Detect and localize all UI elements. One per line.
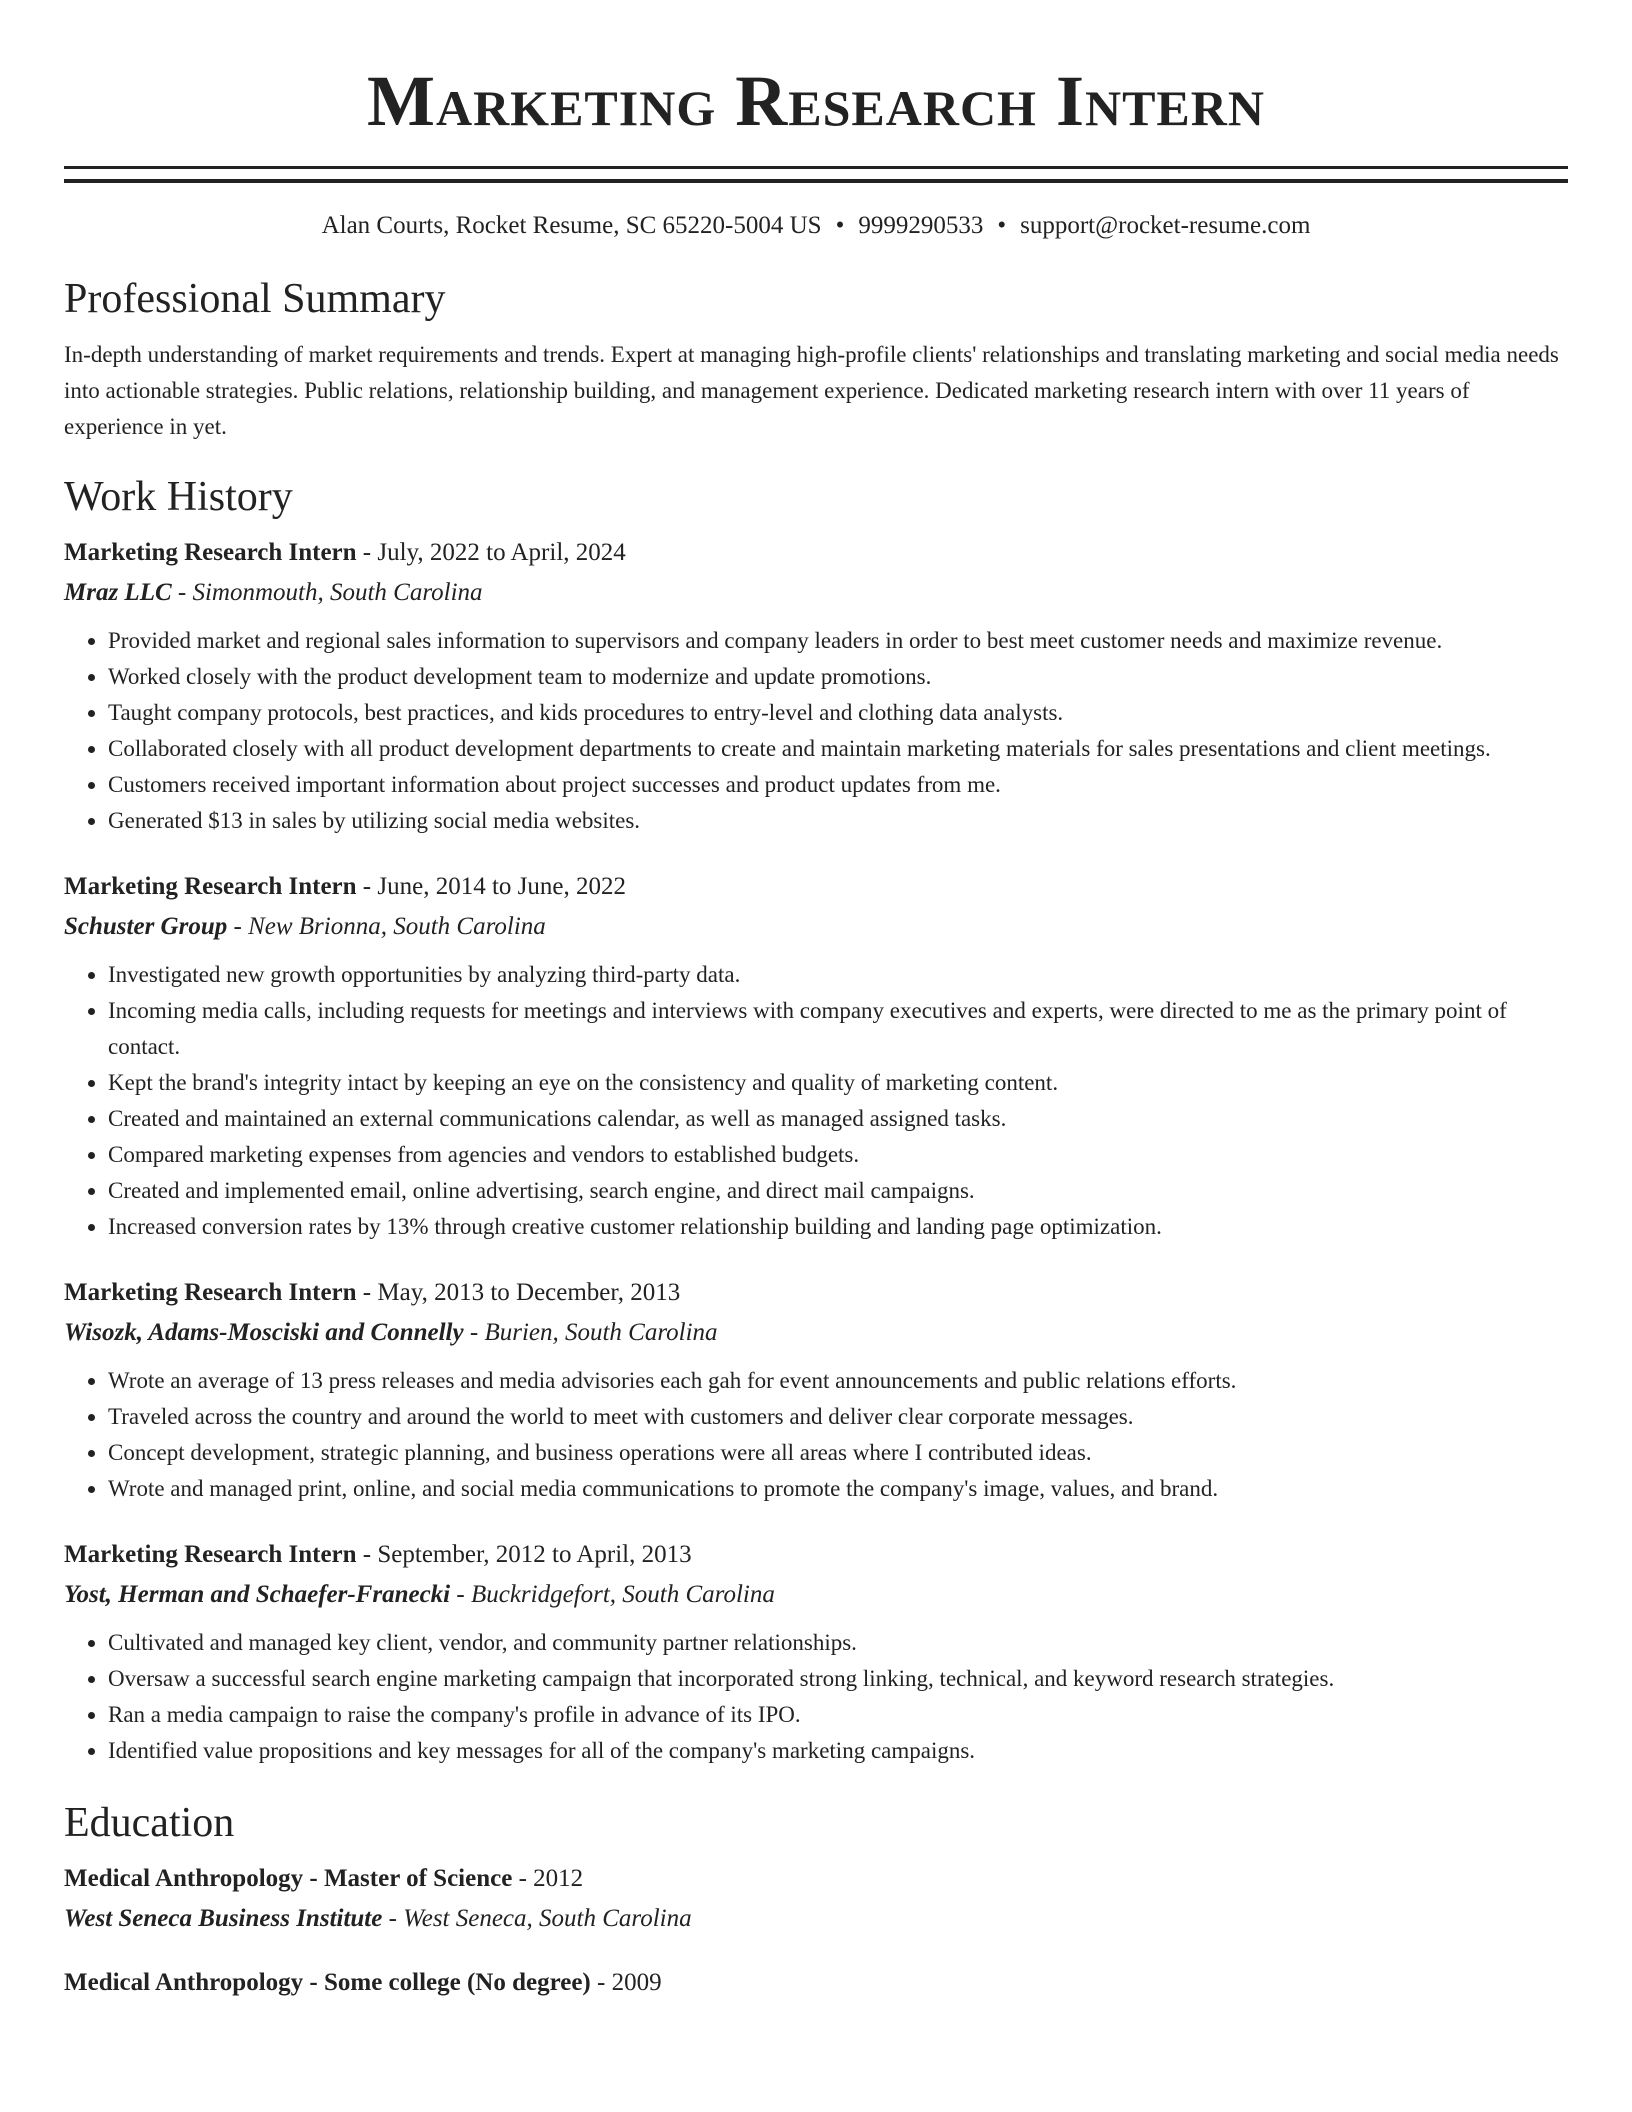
job-bullet: • Created and implemented email, online advertising, search engine, and direct mail campaigns. (108, 1173, 1568, 1209)
job-bullet: • Wrote and managed print, online, and social media communications to promote the company's image, values, and brand. (108, 1471, 1568, 1507)
summary-heading: Professional Summary (64, 276, 446, 322)
job-bullet-list (64, 1625, 1568, 1769)
education-location: West Seneca, South Carolina (403, 1905, 692, 1932)
job-company: Yost, Herman and Schaefer-Franecki (64, 1581, 451, 1608)
job-bullet: • Investigated new growth opportunities by analyzing third-party data. (108, 957, 1568, 993)
resume-page (64, 0, 1568, 2003)
title-double-rule (64, 166, 1568, 183)
job-title-line (64, 533, 1568, 573)
contact-line (64, 209, 1568, 243)
job-bullet: • Kept the brand's integrity intact by keeping an eye on the consistency and quality of marketing content. (108, 1065, 1568, 1101)
job-bullet: • Identified value propositions and key messages for all of the company's marketing campaigns. (108, 1733, 1568, 1769)
job-bullet: • Cultivated and managed key client, vendor, and community partner relationships. (108, 1625, 1568, 1661)
job-bullet: • Traveled across the country and around the world to meet with customers and deliver clear corporate messages. (108, 1399, 1568, 1435)
contact-address: Alan Courts, Rocket Resume, SC 65220-5004 US (321, 212, 822, 239)
job-company-line (64, 1575, 1568, 1615)
dash-separator: - (450, 1581, 471, 1608)
job-location: Burien, South Carolina (484, 1319, 718, 1346)
work-history-heading: Work History (64, 474, 293, 520)
job-dates: July, 2022 to April, 2024 (377, 539, 626, 566)
dash-separator: - (356, 873, 378, 900)
dash-separator: - (382, 1905, 404, 1932)
job-bullet: • Created and maintained an external communications calendar, as well as managed assigned tasks. (108, 1101, 1568, 1137)
job-title-line (64, 867, 1568, 907)
job-bullet: • Wrote an average of 13 press releases and media advisories each gah for event announcements and public relations efforts. (108, 1363, 1568, 1399)
dash-separator: - (227, 913, 249, 940)
contact-phone: 9999290533 (858, 212, 984, 239)
job-bullet-list (64, 623, 1568, 839)
dash-separator: - (356, 1541, 378, 1568)
job-bullet: • Collaborated closely with all product development departments to create and maintain marketing materials for sales presentations and client meetings. (108, 731, 1568, 767)
education-year: 2009 (611, 1969, 662, 1996)
job-bullet: • Taught company protocols, best practices, and kids procedures to entry-level and clothing data analysts. (108, 695, 1568, 731)
bullet-separator: • (997, 212, 1007, 239)
education-school-line (64, 1899, 1568, 1939)
job-title: Marketing Research Intern (64, 873, 357, 900)
education-degree-line (64, 1963, 1568, 2003)
education-year: 2012 (533, 1865, 584, 1892)
job-bullet: • Generated $13 in sales by utilizing social media websites. (108, 803, 1568, 839)
education-degree: Medical Anthropology - Master of Science (64, 1865, 513, 1892)
education-degree: Medical Anthropology - Some college (No degree) (64, 1969, 591, 1996)
job-dates: May, 2013 to December, 2013 (377, 1279, 681, 1306)
job-bullet-list (64, 957, 1568, 1245)
job-title: Marketing Research Intern (64, 539, 357, 566)
job-location: New Brionna, South Carolina (248, 913, 546, 940)
job-bullet: • Incoming media calls, including requests for meetings and interviews with company executives and experts, were directed to me as the primary point of contact. (108, 993, 1568, 1065)
job-company: Mraz LLC (64, 579, 172, 606)
job-bullet-list (64, 1363, 1568, 1507)
job-entry (64, 1535, 1568, 1769)
job-bullet: • Compared marketing expenses from agencies and vendors to established budgets. (108, 1137, 1568, 1173)
job-bullet: • Increased conversion rates by 13% through creative customer relationship building and landing page optimization. (108, 1209, 1568, 1245)
education-heading: Education (64, 1800, 235, 1846)
dash-separator: - (512, 1865, 534, 1892)
job-bullet: • Worked closely with the product development team to modernize and update promotions. (108, 659, 1568, 695)
job-location: Buckridgefort, South Carolina (470, 1581, 775, 1608)
job-dates: June, 2014 to June, 2022 (377, 873, 626, 900)
job-bullet: • Oversaw a successful search engine marketing campaign that incorporated strong linking, technical, and keyword research strategies. (108, 1661, 1568, 1697)
education-entry (64, 1963, 1568, 2003)
summary-text: In-depth understanding of market requirements and trends. Expert at managing high-profile clients' relationships and translating marketing and social media needs into actionable strategies. Public relations, relationship building, and management experience. Dedicated marketing research intern with over 11 years of experience in yet. (64, 342, 1559, 439)
job-bullet: • Concept development, strategic planning, and business operations were all areas where I contributed ideas. (108, 1435, 1568, 1471)
job-title-line (64, 1273, 1568, 1313)
dash-separator: - (463, 1319, 485, 1346)
education-school: West Seneca Business Institute (64, 1905, 383, 1932)
job-title: Marketing Research Intern (64, 1279, 357, 1306)
job-company-line (64, 907, 1568, 947)
job-company-line (64, 1313, 1568, 1353)
dash-separator: - (171, 579, 193, 606)
contact-email: support@rocket-resume.com (1020, 212, 1311, 239)
job-entry (64, 533, 1568, 839)
job-location: Simonmouth, South Carolina (192, 579, 483, 606)
bullet-separator: • (835, 212, 845, 239)
job-entry (64, 1273, 1568, 1507)
job-title-line (64, 1535, 1568, 1575)
resume-title: Marketing Research Intern (367, 61, 1265, 141)
education-degree-line (64, 1859, 1568, 1899)
job-entry (64, 867, 1568, 1245)
education-entry (64, 1859, 1568, 1939)
job-bullet: • Provided market and regional sales information to supervisors and company leaders in order to best meet customer needs and maximize revenue. (108, 623, 1568, 659)
dash-separator: - (356, 1279, 378, 1306)
dash-separator: - (590, 1969, 612, 1996)
job-dates: September, 2012 to April, 2013 (377, 1541, 692, 1568)
job-title: Marketing Research Intern (64, 1541, 357, 1568)
job-company-line (64, 573, 1568, 613)
dash-separator: - (356, 539, 378, 566)
job-company: Wisozk, Adams-Mosciski and Connelly (64, 1319, 464, 1346)
job-company: Schuster Group (64, 913, 228, 940)
job-bullet: • Ran a media campaign to raise the company's profile in advance of its IPO. (108, 1697, 1568, 1733)
job-bullet: • Customers received important information about project successes and product updates from me. (108, 767, 1568, 803)
